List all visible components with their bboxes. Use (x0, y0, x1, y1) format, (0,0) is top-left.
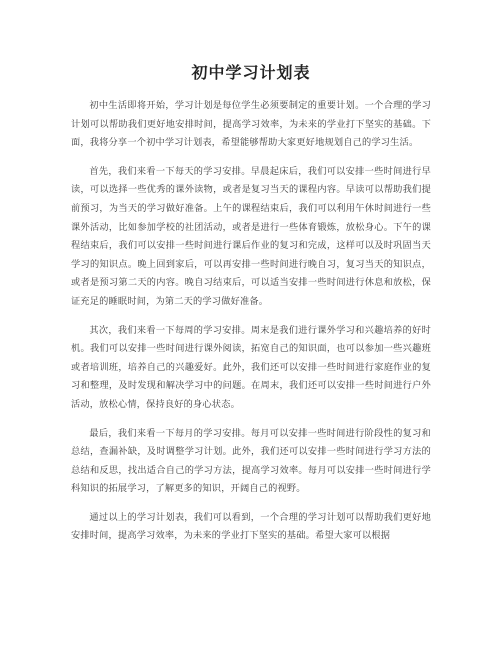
paragraph-daily-plan: 首先，我们来看一下每天的学习安排。早晨起床后，我们可以安排一些时间进行早读，可以选择一些优秀的课外读物，或者是复习当天的课程内容。早读可以帮助我们提前预习，为当天的学习做好准备。上午的课程结束后，我们可以利用午休时间进行一些课外活动，比如参加学校的社团活动，或者是进行一些体育锻炼，放松身心。下午的课程结束后，我们可以安排一些时间进行课后作业的复习和完成，这样可以及时巩固当天学习的知识点。晚上回到家后，可以再安排一些时间进行晚自习，复习当天的知识点，或者是预习第二天的内容。晚自习结束后，可以适当安排一些时间进行休息和放松，保证充足的睡眠时间，为第二天的学习做好准备。 (71, 165, 431, 307)
paragraph-intro: 初中生活即将开始，学习计划是每位学生必须要制定的重要计划。一个合理的学习计划可以帮助我们更好地安排时间，提高学习效率，为未来的学业打下坚实的基础。下面，我将分享一个初中学习计划表，希望能够帮助大家更好地规划自己的学习生活。 (71, 100, 431, 149)
paragraph-conclusion: 通过以上的学习计划表，我们可以看到，一个合理的学习计划可以帮助我们更好地安排时间，提高学习效率，为未来的学业打下坚实的基础。希望大家可以根据 (71, 511, 431, 542)
document-body (71, 97, 431, 556)
paragraph-weekly-plan: 其次，我们来看一下每周的学习安排。周末是我们进行课外学习和兴趣培养的好时机。我们可以安排一些时间进行课外阅读，拓宽自己的知识面，也可以参加一些兴趣班或者培训班，培养自己的兴趣爱好。此外，我们还可以安排一些时间进行家庭作业的复习和整理，及时发现和解决学习中的问题。在周末，我们还可以安排一些时间进行户外活动，放松心情，保持良好的身心状态。 (71, 324, 431, 410)
document-title: 初中学习计划表 (191, 63, 311, 82)
paragraph-monthly-plan: 最后，我们来看一下每月的学习安排。每月可以安排一些时间进行阶段性的复习和总结，查漏补缺，及时调整学习计划。此外，我们还可以安排一些时间进行学习方法的总结和反思，找出适合自己的学习方法，提高学习效率。每月可以安排一些时间进行学科知识的拓展学习，了解更多的知识，开阔自己的视野。 (71, 427, 431, 495)
